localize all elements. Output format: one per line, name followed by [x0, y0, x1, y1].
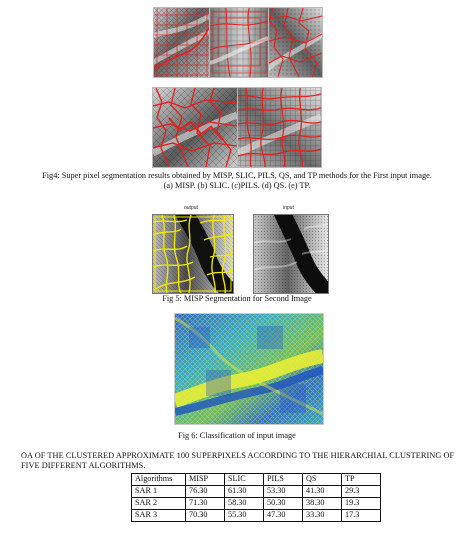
fig5-output-image	[153, 215, 233, 293]
table-cell: 71.30	[186, 498, 225, 510]
table-cell: SAR 2	[132, 498, 186, 510]
table-cell: 29.3	[342, 486, 381, 498]
table-cell: 47.30	[264, 510, 303, 522]
fig5-input-label: input	[283, 205, 294, 211]
table-cell: 55.30	[225, 510, 264, 522]
table-cell: 41.30	[303, 486, 342, 498]
fig4-panel-a-image	[154, 8, 209, 77]
results-table-header-row	[132, 474, 381, 486]
table-cell: SAR 1	[132, 486, 186, 498]
fig4-panel-a	[153, 7, 210, 78]
table-row	[132, 510, 381, 522]
fig6-classification-image	[175, 314, 323, 424]
fig4-panel-b-image	[210, 8, 268, 77]
table-header-misp: MISP	[186, 474, 225, 486]
results-table	[131, 473, 381, 522]
table-cell: 17.3	[342, 510, 381, 522]
table-header-algorithms: Algorithms	[132, 474, 186, 486]
table-cell: 38.30	[303, 498, 342, 510]
table-row	[132, 486, 381, 498]
fig4-panel-d-image	[153, 88, 237, 167]
table-cell: 33.30	[303, 510, 342, 522]
fig4-panel-c-image	[269, 8, 322, 77]
fig5-input-panel	[253, 214, 329, 294]
table-cell: 61.30	[225, 486, 264, 498]
table-cell: 50.30	[264, 498, 303, 510]
fig6-classification-panel	[174, 313, 324, 425]
fig4-panel-c	[268, 7, 323, 78]
fig4-panel-e	[237, 87, 322, 168]
fig4-panel-d	[152, 87, 238, 168]
table-caption: OA OF THE CLUSTERED APPROXIMATE 100 SUPERPIXELS ACCORDING TO THE HIERARCHIAL CLUSTERING OF FIVE DIFFERENT ALGORITHMS.	[21, 451, 455, 470]
table-cell: 76.30	[186, 486, 225, 498]
table-cell: 19.3	[342, 498, 381, 510]
fig6-caption: Fig 6: Classification of input image	[178, 431, 296, 440]
fig5-caption: Fig 5: MISP Segmentation for Second Image	[162, 294, 312, 303]
table-header-slic: SLIC	[225, 474, 264, 486]
fig5-output-panel	[152, 214, 234, 294]
fig4-panel-b	[209, 7, 269, 78]
fig4-caption: Fig4: Super pixel segmentation results obtained by MISP, SLIC, PILS, QS, and TP methods for the First input image. (a) MISP. (b) SLIC. (c)PILS. (d) QS. (e) TP.	[42, 171, 432, 190]
table-header-qs: QS	[303, 474, 342, 486]
table-header-pils: PILS	[264, 474, 303, 486]
table-cell: SAR 3	[132, 510, 186, 522]
fig4-panel-e-image	[238, 88, 321, 167]
table-cell: 70.30	[186, 510, 225, 522]
table-header-tp: TP	[342, 474, 381, 486]
table-cell: 53.30	[264, 486, 303, 498]
table-row	[132, 498, 381, 510]
fig5-output-label: output	[184, 205, 198, 211]
fig5-input-image	[254, 215, 328, 293]
table-cell: 58.30	[225, 498, 264, 510]
